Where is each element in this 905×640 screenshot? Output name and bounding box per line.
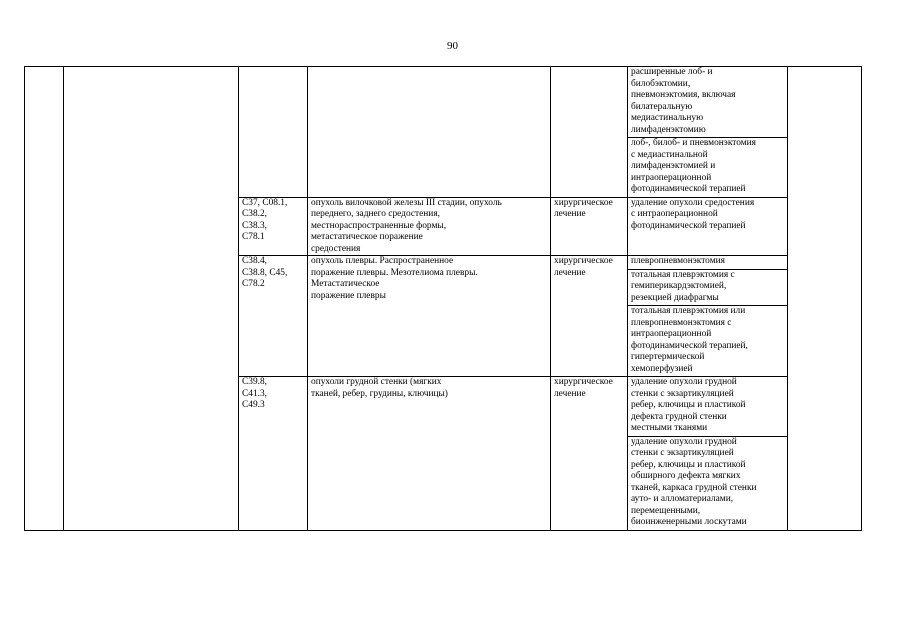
icd-codes-cell bbox=[239, 197, 308, 256]
cell-line: интраоперационной bbox=[631, 172, 712, 183]
cell-line: местными тканями bbox=[631, 423, 708, 433]
treatment-method-cell bbox=[628, 306, 788, 377]
cell-line: лимфаденэктомию bbox=[631, 124, 706, 135]
cell-line: тканей, каркаса грудной стенки bbox=[631, 482, 757, 493]
cell-line: лечение bbox=[554, 209, 586, 219]
cell-line: обширного дефекта мягких bbox=[631, 471, 741, 481]
cell-line: фотодинамической терапией bbox=[631, 184, 746, 194]
table-row bbox=[25, 67, 862, 138]
cell-line: медиастинальную bbox=[631, 113, 704, 123]
cell-line: C39.8, bbox=[242, 377, 268, 387]
cell-line: стенки с экзартикуляцией bbox=[631, 388, 734, 399]
cell-line: Метастатическое bbox=[311, 279, 380, 289]
cell-line: лоб-, билоб- и пневмонэктомия bbox=[631, 138, 756, 148]
diagnosis-cell bbox=[308, 377, 551, 531]
cell-line: хирургическое bbox=[554, 197, 613, 208]
diagnosis-cell bbox=[308, 67, 551, 198]
treatment-method-cell bbox=[628, 436, 788, 530]
treatment-method-cell bbox=[628, 269, 788, 306]
cell-line: лечение bbox=[554, 388, 586, 399]
cell-line: биоинженерными лоскутами bbox=[631, 517, 747, 527]
cell-line: хирургическое bbox=[554, 256, 613, 266]
cell-line: билатеральную bbox=[631, 101, 693, 112]
cell-line: C38.8, C45, bbox=[242, 267, 288, 278]
treatment-type-cell bbox=[551, 67, 628, 198]
cell-line: метастатическое поражение bbox=[311, 232, 423, 242]
cell-line: C38.2, bbox=[242, 209, 268, 219]
cell-line: лимфаденэктомией и bbox=[631, 161, 716, 171]
treatment-type-cell bbox=[551, 197, 628, 256]
cell-line: поражение плевры. Мезотелиома плевры. bbox=[311, 267, 478, 278]
treatment-method-cell bbox=[628, 197, 788, 256]
cell-line: хирургическое bbox=[554, 377, 613, 387]
cell-line: ауто- и алломатериалами, bbox=[631, 494, 734, 504]
cell-line: C49.3 bbox=[242, 400, 265, 410]
treatment-type-cell bbox=[551, 256, 628, 377]
treatment-type-cell bbox=[551, 377, 628, 531]
medical-services-table bbox=[24, 66, 862, 531]
treatment-method-cell bbox=[628, 138, 788, 198]
profile-cell bbox=[64, 67, 239, 531]
cell-line: удаление опухоли грудной bbox=[631, 436, 737, 447]
cell-line: C78.1 bbox=[242, 232, 265, 242]
cell-line: фотодинамической терапией bbox=[631, 220, 746, 231]
cell-line: с медиастинальной bbox=[631, 149, 708, 160]
cell-line: лечение bbox=[554, 267, 586, 278]
cell-line: тотальная плеврэктомия с bbox=[631, 269, 735, 280]
cell-line: поражение плевры bbox=[311, 290, 386, 301]
cell-line: C38.4, bbox=[242, 256, 268, 266]
diagnosis-cell bbox=[308, 256, 551, 377]
cell-line: гемиперикардэктомией, bbox=[631, 281, 727, 291]
cell-line: резекцией диафрагмы bbox=[631, 292, 719, 303]
page-number: 90 bbox=[447, 40, 458, 52]
cell-line: фотодинамической терапией, bbox=[631, 340, 748, 351]
cell-line: плевропневмонэктомия с bbox=[631, 317, 732, 328]
icd-codes-cell bbox=[239, 256, 308, 377]
cell-line: дефекта грудной стенки bbox=[631, 411, 727, 422]
cell-line: опухоль плевры. Распространенное bbox=[311, 256, 454, 266]
cell-line: средостения bbox=[311, 243, 361, 254]
cell-line: тотальная плеврэктомия или bbox=[631, 306, 746, 316]
norm-cell bbox=[788, 67, 862, 531]
cell-line: интраоперационной bbox=[631, 329, 712, 339]
icd-codes-cell bbox=[239, 377, 308, 531]
cell-line: C38.3, bbox=[242, 220, 268, 231]
cell-line: гипертермической bbox=[631, 352, 705, 362]
treatment-method-cell bbox=[628, 67, 788, 138]
cell-line: C37, C08.1, bbox=[242, 197, 288, 208]
cell-line: плевропневмонэктомия bbox=[631, 256, 725, 266]
cell-line: C41.3, bbox=[242, 388, 268, 399]
cell-line: опухоли грудной стенки (мягких bbox=[311, 377, 442, 387]
diagnosis-cell bbox=[308, 197, 551, 256]
cell-line: местнораспространенные формы, bbox=[311, 220, 447, 231]
number-cell bbox=[25, 67, 64, 531]
cell-line: стенки с экзартикуляцией bbox=[631, 448, 734, 458]
cell-line: C78.2 bbox=[242, 279, 265, 289]
cell-line: удаление опухоли грудной bbox=[631, 377, 737, 387]
cell-line: хемоперфузией bbox=[631, 363, 693, 374]
cell-line: пневмонэктомия, включая bbox=[631, 90, 736, 100]
treatment-method-cell bbox=[628, 256, 788, 270]
cell-line: удаление опухоли средостения bbox=[631, 197, 755, 208]
cell-line: переднего, заднего средостения, bbox=[311, 209, 440, 219]
icd-codes-cell bbox=[239, 67, 308, 198]
cell-line: перемещенными, bbox=[631, 505, 701, 516]
cell-line: расширенные лоб- и bbox=[631, 67, 713, 77]
treatment-method-cell bbox=[628, 377, 788, 437]
cell-line: билобэктомии, bbox=[631, 78, 691, 89]
cell-line: тканей, ребер, грудины, ключицы) bbox=[311, 388, 448, 399]
cell-line: с интраоперационной bbox=[631, 209, 718, 219]
cell-line: ребер, ключицы и пластикой bbox=[631, 400, 746, 410]
cell-line: ребер, ключицы и пластикой bbox=[631, 459, 746, 470]
cell-line: опухоль вилочковой железы III стадии, опухоль bbox=[311, 197, 502, 208]
